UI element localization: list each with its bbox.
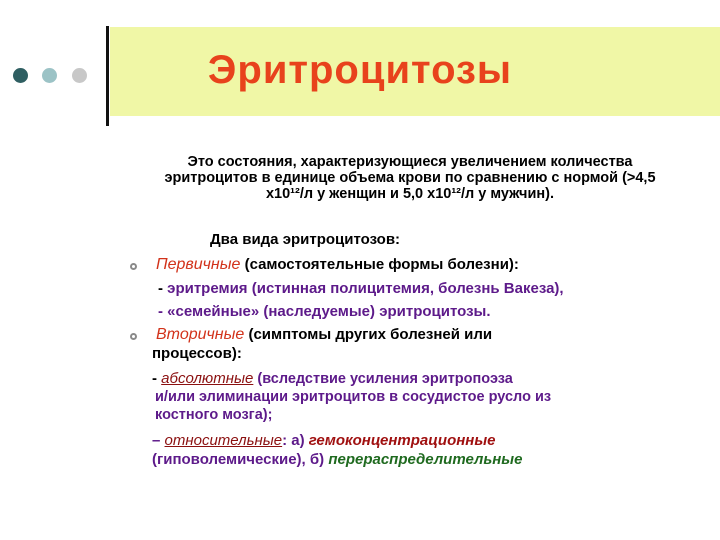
- secondary-desc-1: (симптомы других болезней или: [244, 326, 493, 343]
- decor-dot-gray: [72, 68, 87, 83]
- title-divider: [106, 26, 109, 126]
- dash: -: [152, 370, 162, 387]
- decor-dot-dark: [13, 68, 28, 83]
- bullet-icon: [130, 263, 137, 270]
- absolute-line: [152, 370, 513, 387]
- primary-desc: (самостоятельные формы болезни):: [240, 256, 519, 273]
- relative-term: относительные: [164, 432, 283, 449]
- relative-line-2: [152, 451, 522, 468]
- relative-line: [152, 432, 496, 449]
- absolute-rest-1: (вследствие усиления эритропоэза: [253, 371, 513, 387]
- absolute-rest-2: и/или элиминации эритроцитов в сосудистое русло из: [155, 389, 552, 405]
- slide-title: Эритроцитозы: [207, 48, 513, 92]
- secondary-term: Вторичные: [156, 326, 245, 343]
- secondary-line: [156, 326, 492, 344]
- absolute-rest-3: костного мозга);: [155, 407, 273, 423]
- bullet-icon: [130, 333, 137, 340]
- decor-dot-light: [42, 68, 57, 83]
- relative-line2-a: (гиповолемические), б): [152, 451, 329, 468]
- relative-colon: : а): [282, 432, 309, 449]
- primary-item-1: [158, 280, 564, 297]
- dash: –: [152, 432, 165, 449]
- absolute-term: абсолютные: [161, 370, 254, 387]
- relative-a: гемоконцентрационные: [308, 432, 496, 449]
- intro-paragraph: Это состояния, характеризующиеся увеличением количества эритроцитов в единице объема крови по сравнению с нормой (>4,5 х10¹²/л у женщин и 5,0 х10¹²/л у мужчин).: [164, 154, 656, 202]
- primary-term: Первичные: [156, 256, 241, 273]
- kinds-heading: Два вида эритроцитозов:: [210, 231, 401, 248]
- relative-b: перераспределительные: [328, 451, 523, 468]
- primary-item-2: - «семейные» (наследуемые) эритроцитозы.: [158, 303, 491, 320]
- secondary-desc-2: процессов):: [152, 345, 242, 362]
- primary-line: [156, 256, 519, 274]
- primary-item-1-text: эритремия (истинная полицитемия, болезнь Вакеза),: [167, 280, 564, 297]
- dash: -: [158, 280, 168, 297]
